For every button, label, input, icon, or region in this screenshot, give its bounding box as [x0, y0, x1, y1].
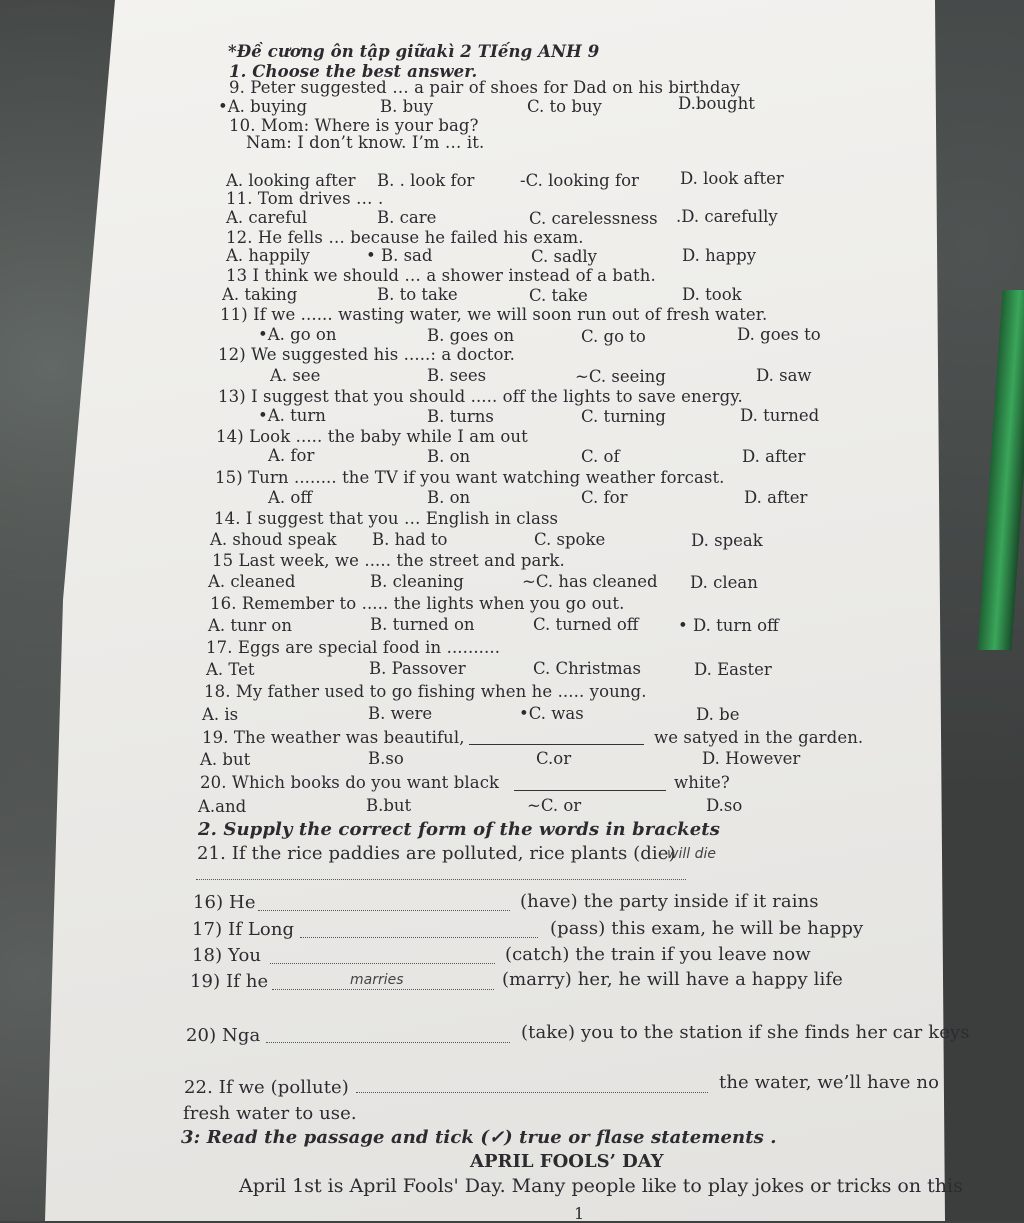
- option-c: C. take: [529, 286, 588, 305]
- option-d: D. look after: [680, 169, 784, 188]
- answer-blank[interactable]: [469, 744, 644, 745]
- option-b: B. turned on: [370, 615, 475, 634]
- option-a: A. for: [268, 446, 315, 465]
- option-d: D. saw: [756, 366, 812, 385]
- option-a: A. Tet: [206, 660, 255, 679]
- answer-blank[interactable]: [258, 910, 510, 911]
- exercise-line: 17) If Long: [192, 919, 295, 940]
- option-a: A. is: [202, 705, 239, 724]
- option-d: D. However: [702, 749, 801, 768]
- option-c: C.or: [536, 749, 572, 768]
- exercise-line: 22. If we (pollute): [184, 1077, 349, 1098]
- question-stem-end: we satyed in the garden.: [654, 728, 864, 747]
- option-d: D. after: [744, 488, 808, 507]
- answer-blank[interactable]: [270, 963, 495, 964]
- option-b: B. on: [427, 488, 471, 507]
- option-d: D. happy: [682, 246, 757, 265]
- option-d: D. Easter: [694, 660, 772, 679]
- handwritten-answer: will die: [667, 846, 716, 862]
- option-b: B. Passover: [369, 659, 466, 678]
- option-d: D.bought: [678, 94, 755, 113]
- exercise-line: 19) If he: [190, 971, 269, 992]
- option-b: B.so: [368, 749, 404, 768]
- question-stem: 11. Tom drives … .: [226, 189, 384, 208]
- option-b: B. were: [368, 704, 433, 723]
- exercise-line: 18) You: [192, 945, 262, 966]
- option-b: B. sees: [427, 366, 487, 385]
- exercise-line-end: (pass) this exam, he will be happy: [550, 918, 864, 939]
- option-a: A. careful: [226, 208, 308, 227]
- option-b: B.but: [366, 796, 412, 815]
- exercise-line: 16) He: [193, 892, 256, 913]
- option-c: C. for: [581, 488, 628, 507]
- section-3-title: 3: Read the passage and tick (✓) true or flase statements .: [181, 1127, 777, 1148]
- option-b: B. to take: [377, 285, 458, 304]
- question-stem: 17. Eggs are special food in ..........: [206, 638, 501, 657]
- question-stem: 13) I suggest that you should ..... off the lights to save energy.: [218, 387, 743, 406]
- answer-blank[interactable]: [514, 790, 666, 791]
- option-b: • B. sad: [366, 246, 433, 265]
- option-a: •A. turn: [258, 406, 326, 425]
- question-stem: 15 Last week, we ..... the street and park.: [212, 551, 565, 570]
- exercise-line-end: the water, we’ll have no: [719, 1072, 940, 1093]
- option-a: A. tunr on: [208, 616, 292, 635]
- option-b: B. on: [427, 447, 471, 466]
- option-c: ~C. seeing: [575, 367, 666, 386]
- question-stem: 12. He fells … because he failed his exam.: [226, 228, 584, 247]
- option-d: D. took: [682, 285, 742, 304]
- question-stem: 12) We suggested his .....: a doctor.: [218, 345, 516, 364]
- option-d: • D. turn off: [678, 616, 779, 635]
- option-a: A. looking after: [226, 171, 356, 190]
- answer-blank[interactable]: [300, 937, 538, 938]
- option-d: D.so: [706, 796, 743, 815]
- exercise-line: 21. If the rice paddies are polluted, rice plants (die): [197, 843, 676, 864]
- answer-blank[interactable]: [266, 1042, 510, 1043]
- option-b: B. . look for: [377, 171, 475, 190]
- question-stem: 13 I think we should … a shower instead of a bath.: [226, 266, 656, 285]
- page-number: 1: [574, 1204, 585, 1223]
- option-a: A. but: [200, 750, 251, 769]
- handwritten-answer: marries: [350, 972, 404, 988]
- exercise-line-2: fresh water to use.: [183, 1103, 357, 1124]
- option-b: B. had to: [372, 530, 448, 549]
- exercise-line-end: (catch) the train if you leave now: [505, 944, 811, 965]
- option-b: B. goes on: [427, 326, 515, 345]
- option-a: A.and: [198, 797, 247, 816]
- option-c: C. spoke: [534, 530, 606, 549]
- option-c: C. Christmas: [533, 659, 641, 678]
- option-d: D. speak: [691, 531, 763, 550]
- option-b: B. turns: [427, 407, 494, 426]
- option-d: .D. carefully: [676, 207, 778, 226]
- option-a: A. happily: [226, 246, 310, 265]
- option-c: C. go to: [581, 327, 646, 346]
- option-c: ~C. or: [527, 796, 582, 815]
- question-stem: 19. The weather was beautiful,: [202, 728, 465, 747]
- option-c: C. carelessness: [529, 209, 658, 228]
- option-a: A. off: [268, 488, 313, 507]
- option-c: •C. was: [519, 704, 584, 723]
- option-a: A. shoud speak: [210, 530, 337, 549]
- option-b: B. care: [377, 208, 437, 227]
- exercise-line-end: (take) you to the station if she finds her car keys: [521, 1022, 970, 1043]
- option-c: C. turning: [581, 407, 666, 426]
- answer-blank[interactable]: [196, 879, 686, 880]
- option-a: •A. go on: [258, 325, 337, 344]
- option-a: A. see: [270, 366, 321, 385]
- question-stem: 14. I suggest that you … English in class: [214, 509, 559, 528]
- option-d: D. clean: [690, 573, 758, 592]
- option-a: •A. buying: [218, 97, 308, 116]
- section-1-title: 1. Choose the best answer.: [229, 62, 478, 81]
- exercise-line-end: (have) the party inside if it rains: [520, 891, 819, 912]
- question-stem-end: white?: [674, 773, 730, 792]
- option-b: B. cleaning: [370, 572, 464, 591]
- passage-title: APRIL FOOLS’ DAY: [470, 1151, 664, 1172]
- option-b: B. buy: [380, 97, 434, 116]
- answer-blank[interactable]: [272, 989, 494, 990]
- option-a: A. cleaned: [208, 572, 296, 591]
- option-c: C. sadly: [531, 247, 597, 266]
- option-d: D. after: [742, 447, 806, 466]
- answer-blank[interactable]: [356, 1092, 708, 1093]
- question-stem: 15) Turn ........ the TV if you want watching weather forcast.: [215, 468, 725, 487]
- question-stem: 18. My father used to go fishing when he ..... young.: [204, 682, 647, 701]
- question-stem: 14) Look ..... the baby while I am out: [216, 427, 528, 446]
- option-c: C. of: [581, 447, 620, 466]
- section-2-title: 2. Supply the correct form of the words in brackets: [198, 819, 720, 840]
- option-d: D. turned: [740, 406, 820, 425]
- exercise-line: 20) Nga: [186, 1025, 261, 1046]
- option-a: A. taking: [222, 285, 298, 304]
- option-d: D. goes to: [737, 325, 821, 344]
- question-stem-2: Nam: I don’t know. I’m … it.: [246, 133, 485, 152]
- passage-text: April 1st is April Fools' Day. Many people like to play jokes or tricks on this: [239, 1175, 963, 1197]
- option-c: ~C. has cleaned: [522, 572, 658, 591]
- question-stem: 11) If we ...... wasting water, we will soon run out of fresh water.: [220, 305, 768, 324]
- option-c: C. turned off: [533, 615, 639, 634]
- doc-header: *Đề cương ôn tập giữakì 2 TIếng ANH 9: [228, 42, 600, 61]
- question-stem: 10. Mom: Where is your bag?: [229, 116, 479, 135]
- exercise-line-end: (marry) her, he will have a happy life: [502, 969, 843, 990]
- option-c: -C. looking for: [520, 171, 639, 190]
- question-stem: 20. Which books do you want black: [200, 773, 500, 792]
- option-d: D. be: [696, 705, 740, 724]
- question-stem: 16. Remember to ..... the lights when you go out.: [210, 594, 625, 613]
- option-c: C. to buy: [527, 97, 602, 116]
- question-stem: 9. Peter suggested … a pair of shoes for Dad on his birthday: [229, 78, 740, 97]
